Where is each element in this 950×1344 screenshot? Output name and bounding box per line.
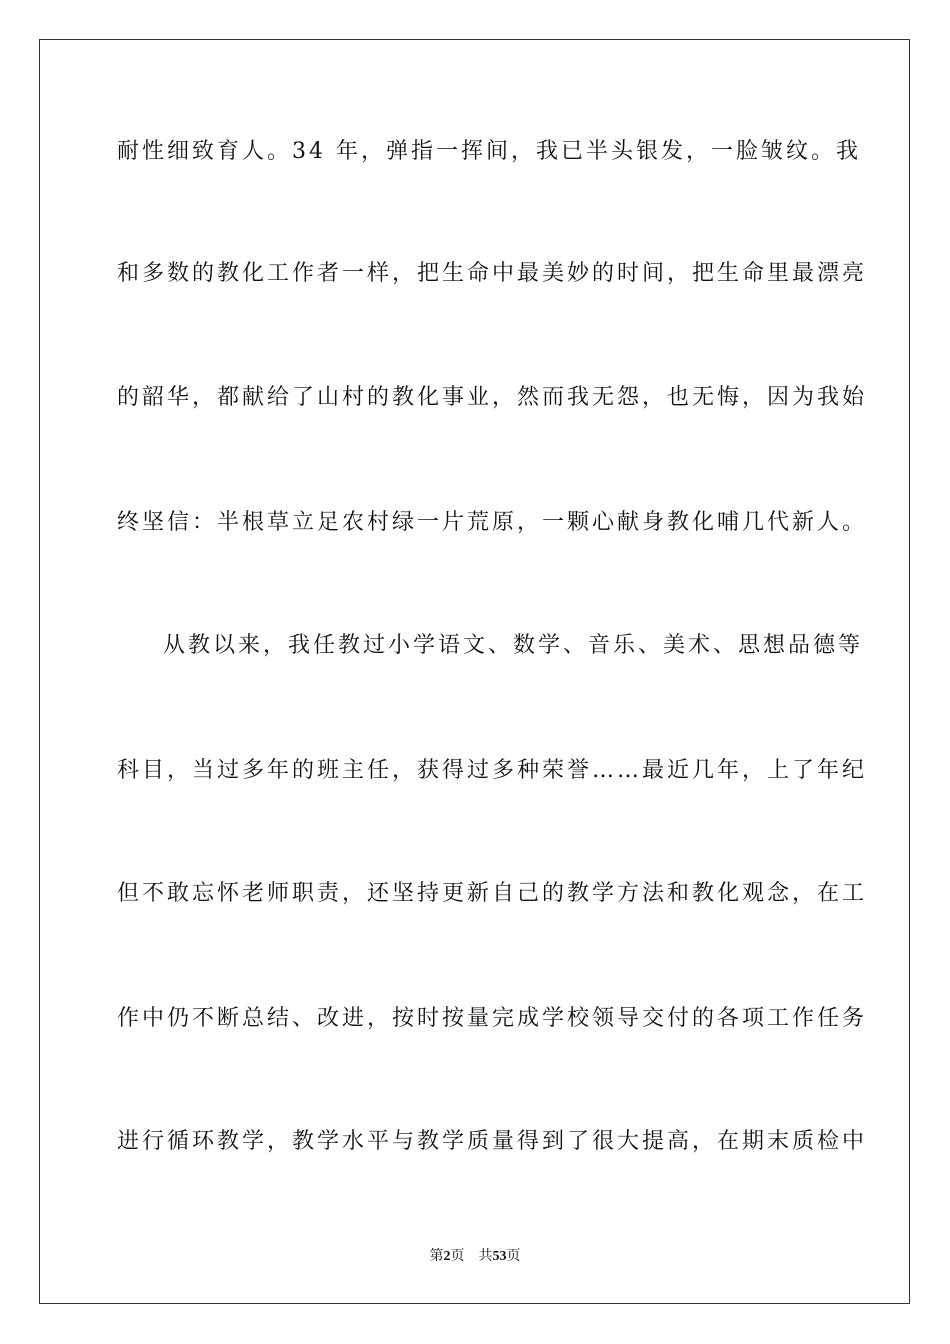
body-line-9: 进行循环教学，教学水平与教学质量得到了很大提高，在期末质检中 xyxy=(117,1129,868,1154)
page-suffix: 页 xyxy=(450,1249,465,1264)
page-border xyxy=(39,39,910,1304)
page-prefix: 第 xyxy=(429,1249,444,1264)
body-line-4: 终坚信：半根草立足农村绿一片荒原，一颗心献身教化哺几代新人。 xyxy=(117,510,868,535)
page-number: 2 xyxy=(443,1249,451,1264)
total-suffix: 页 xyxy=(506,1249,521,1264)
body-line-6: 科目，当过多年的班主任，获得过多种荣誉……最近几年，上了年纪 xyxy=(117,758,868,783)
page-footer xyxy=(0,1247,950,1267)
body-line-5-paragraph-start: 从教以来，我任教过小学语文、数学、音乐、美术、思想品德等 xyxy=(163,633,864,658)
total-prefix: 共 xyxy=(478,1249,493,1264)
body-line-3: 的韶华，都献给了山村的教化事业，然而我无怨，也无悔，因为我始 xyxy=(117,385,868,410)
body-line-2: 和多数的教化工作者一样，把生命中最美妙的时间，把生命里最漂亮 xyxy=(117,261,868,286)
body-line-7: 但不敢忘怀老师职责，还坚持更新自己的教学方法和教化观念，在工 xyxy=(117,881,868,906)
body-line-1: 耐性细致育人。34 年，弹指一挥间，我已半头银发，一脸皱纹。我 xyxy=(117,139,861,164)
body-line-8: 作中仍不断总结、改进，按时按量完成学校领导交付的各项工作任务 xyxy=(117,1006,868,1031)
total-pages: 53 xyxy=(492,1249,507,1264)
